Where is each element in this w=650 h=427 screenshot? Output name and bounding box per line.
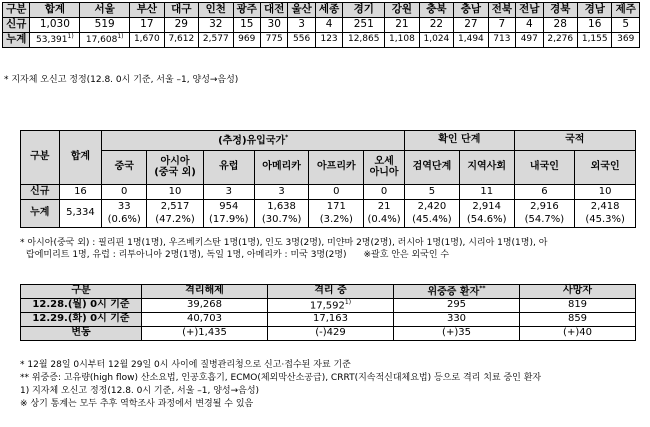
header-text: (추정)유입국가 [218, 134, 286, 146]
value-cell: 17,163 [268, 313, 394, 327]
value-cell: 1,494 [454, 33, 488, 48]
value-cell: 33 [102, 200, 147, 214]
value-cell: 1,638 [254, 200, 309, 214]
row-label: 12.29.(화) 0시 기준 [21, 313, 142, 327]
header-cell: 세종 [315, 3, 342, 18]
row-label: 12.28.(월) 0시 기준 [21, 299, 142, 313]
row-label: 누계 [21, 200, 60, 228]
value-cell: 3 [254, 185, 309, 200]
value-cell: 15 [233, 18, 260, 33]
value-cell: 27 [454, 18, 488, 33]
header-cell: 확인 단계 [405, 131, 515, 151]
row-label: 변동 [21, 327, 142, 341]
percent-cell: (0.4%) [364, 214, 405, 228]
header-cell: 전남 [516, 3, 543, 18]
table-row [21, 299, 636, 313]
value-cell: 10 [147, 185, 204, 200]
value-cell: 2,517 [147, 200, 204, 214]
value-cell: 21 [385, 18, 419, 33]
header-cell: 인천 [199, 3, 233, 18]
table3-footnote-2: ** 위중증: 고유량(high flow) 산소요법, 인공호흡기, ECMO(체외막산소공급), CRRT(지속적신대체요법) 등으로 격리 치료 중인 환자 [20, 373, 542, 383]
value-cell: 40,703 [142, 313, 268, 327]
header-cell: 대구 [164, 3, 198, 18]
value-cell [80, 33, 130, 48]
value-cell: 17 [130, 18, 164, 33]
value-cell: 295 [394, 299, 520, 313]
value-cell: 969 [233, 33, 260, 48]
new-cases-row [21, 185, 636, 200]
subheader-cell: 아시아 (중국 외) [147, 151, 204, 185]
value-cell: 7,612 [164, 33, 198, 48]
percent-cell: (17.9%) [203, 214, 254, 228]
value-cell: 3 [288, 18, 315, 33]
subheader-cell: 검역단계 [405, 151, 460, 185]
header-cell: 제주 [612, 3, 640, 18]
table-row [21, 313, 636, 327]
value-cell: 0 [102, 185, 147, 200]
value-cell: 4 [315, 18, 342, 33]
value-cell: (+)40 [520, 327, 636, 341]
value-cell: 39,268 [142, 299, 268, 313]
value-cell: 10 [575, 185, 636, 200]
value-cell: 5 [405, 185, 460, 200]
value-cell: 519 [80, 18, 130, 33]
header-cell: 충북 [419, 3, 453, 18]
header-cell: 광주 [233, 3, 260, 18]
value-cell: 6 [514, 185, 575, 200]
value-cell: 1,670 [130, 33, 164, 48]
subheader-cell: 유럽 [203, 151, 254, 185]
value-text: 17,592 [309, 299, 345, 311]
header-cell: 국적 [514, 131, 635, 151]
value-cell: 16 [577, 18, 611, 33]
percent-cell: (45.3%) [575, 214, 636, 228]
value-cell: 954 [203, 200, 254, 214]
value-cell: 28 [543, 18, 577, 33]
header-row [3, 3, 640, 18]
value-cell: (+)1,435 [142, 327, 268, 341]
header-row [21, 131, 636, 151]
value-cell: 21 [364, 200, 405, 214]
row-label: 누계 [3, 33, 30, 48]
header-cell: 구분 [21, 131, 60, 185]
value-cell: 3 [203, 185, 254, 200]
value-cell: 22 [419, 18, 453, 33]
footnote-marker: * [285, 133, 289, 141]
header-cell: 대전 [260, 3, 287, 18]
table1-footnote: * 지자체 오신고 정정(12.8. 0시 기준, 서울 –1, 양성→음성) [4, 75, 239, 85]
isolation-status-table [20, 284, 636, 341]
value-cell: 16 [59, 185, 102, 200]
value-cell: 251 [343, 18, 385, 33]
table-row [21, 327, 636, 341]
header-text: 위중증 환자 [427, 285, 480, 297]
header-cell: 충남 [454, 3, 488, 18]
value-cell: 2,276 [543, 33, 577, 48]
subheader-row [21, 151, 636, 185]
subheader-cell: 외국인 [575, 151, 636, 185]
footnote-marker: 1) [344, 298, 352, 306]
cumulative-row [21, 200, 636, 214]
row-label: 신규 [3, 18, 30, 33]
value-cell: 0 [309, 185, 364, 200]
header-cell: 구분 [3, 3, 30, 18]
table3-footnote-4: ※ 상기 통계는 모두 추후 역학조사 과정에서 변경될 수 있음 [20, 399, 254, 409]
header-cell: 사망자 [520, 285, 636, 299]
value-cell: 171 [309, 200, 364, 214]
value-cell: 819 [520, 299, 636, 313]
subheader-cell: 아메리카 [254, 151, 309, 185]
header-cell: 전북 [488, 3, 515, 18]
header-cell: 구분 [21, 285, 142, 299]
percent-cell: (3.2%) [309, 214, 364, 228]
value-cell: 1,108 [385, 33, 419, 48]
value-cell: (-)429 [268, 327, 394, 341]
header-cell: 경북 [543, 3, 577, 18]
header-cell: 부산 [130, 3, 164, 18]
percent-cell: (54.7%) [514, 214, 575, 228]
percent-row [21, 214, 636, 228]
value-cell: 859 [520, 313, 636, 327]
value-cell: 330 [394, 313, 520, 327]
header-cell [102, 131, 405, 151]
footnote-text: ※괄호 안은 외국인 수 [363, 250, 450, 260]
value-cell: (+)35 [394, 327, 520, 341]
regional-cases-table [2, 2, 640, 48]
subheader-cell: 중국 [102, 151, 147, 185]
percent-cell: (47.2%) [147, 214, 204, 228]
header-cell: 격리해제 [142, 285, 268, 299]
value-cell: 713 [488, 33, 515, 48]
value-cell: 2,916 [514, 200, 575, 214]
imported-cases-table [20, 130, 636, 228]
value-text: 53,391 [36, 35, 68, 46]
footnote-text: 랍에미리트 1명, 유럽 : 리투아니아 2명(1명), 독일 1명, 아메리카 : 미국 3명(2명) [26, 250, 347, 260]
value-cell: 497 [516, 33, 543, 48]
header-row [21, 285, 636, 299]
value-cell: 775 [260, 33, 287, 48]
value-cell: 1,155 [577, 33, 611, 48]
value-cell: 369 [612, 33, 640, 48]
table3-footnote-3: 1) 지자체 오신고 정정(12.8. 0시 기준, 서울 –1, 양성→음성) [20, 386, 260, 396]
header-cell: 경남 [577, 3, 611, 18]
value-cell: 1,030 [30, 18, 80, 33]
value-cell: 2,577 [199, 33, 233, 48]
header-cell: 경기 [343, 3, 385, 18]
footnote-marker: 1) [117, 33, 124, 41]
subheader-cell: 지역사회 [459, 151, 514, 185]
table3-footnote-1: * 12월 28일 0시부터 12월 29일 0시 사이에 질병관리청으로 신고·접수된 자료 기준 [20, 360, 351, 370]
subheader-cell: 내국인 [514, 151, 575, 185]
value-cell: 12,865 [343, 33, 385, 48]
value-cell: 11 [459, 185, 514, 200]
percent-cell: (45.4%) [405, 214, 460, 228]
subheader-cell: 아프리카 [309, 151, 364, 185]
table2-footnote-2 [26, 247, 449, 260]
subheader-cell: 오세 아니아 [364, 151, 405, 185]
value-cell: 2,420 [405, 200, 460, 214]
value-cell: 7 [488, 18, 515, 33]
value-cell: 30 [260, 18, 287, 33]
value-cell: 2,418 [575, 200, 636, 214]
new-cases-row [3, 18, 640, 33]
value-cell: 1,024 [419, 33, 453, 48]
value-cell: 32 [199, 18, 233, 33]
header-cell: 합계 [59, 131, 102, 185]
value-cell [30, 33, 80, 48]
footnote-marker: ** [479, 284, 486, 292]
header-cell: 격리 중 [268, 285, 394, 299]
table2-footnote-1: * 아시아(중국 외) : 필리핀 1명(1명), 우즈베키스탄 1명(1명), 인도 3명(2명), 미얀마 2명(2명), 러시아 1명(1명), 시리아 1명(1명), 아 [20, 238, 548, 248]
value-cell [268, 299, 394, 313]
footnote-marker: 1) [67, 33, 74, 41]
value-cell: 4 [516, 18, 543, 33]
value-cell: 5 [612, 18, 640, 33]
value-cell: 5,334 [59, 200, 102, 228]
cumulative-row [3, 33, 640, 48]
value-cell: 29 [164, 18, 198, 33]
percent-cell: (54.6%) [459, 214, 514, 228]
header-cell: 서울 [80, 3, 130, 18]
header-cell: 합계 [30, 3, 80, 18]
header-cell [394, 285, 520, 299]
row-label: 신규 [21, 185, 60, 200]
value-cell: 123 [315, 33, 342, 48]
value-cell: 2,914 [459, 200, 514, 214]
value-cell: 0 [364, 185, 405, 200]
percent-cell: (0.6%) [102, 214, 147, 228]
header-cell: 강원 [385, 3, 419, 18]
value-text: 17,608 [85, 35, 118, 46]
value-cell: 556 [288, 33, 315, 48]
header-cell: 울산 [288, 3, 315, 18]
percent-cell: (30.7%) [254, 214, 309, 228]
